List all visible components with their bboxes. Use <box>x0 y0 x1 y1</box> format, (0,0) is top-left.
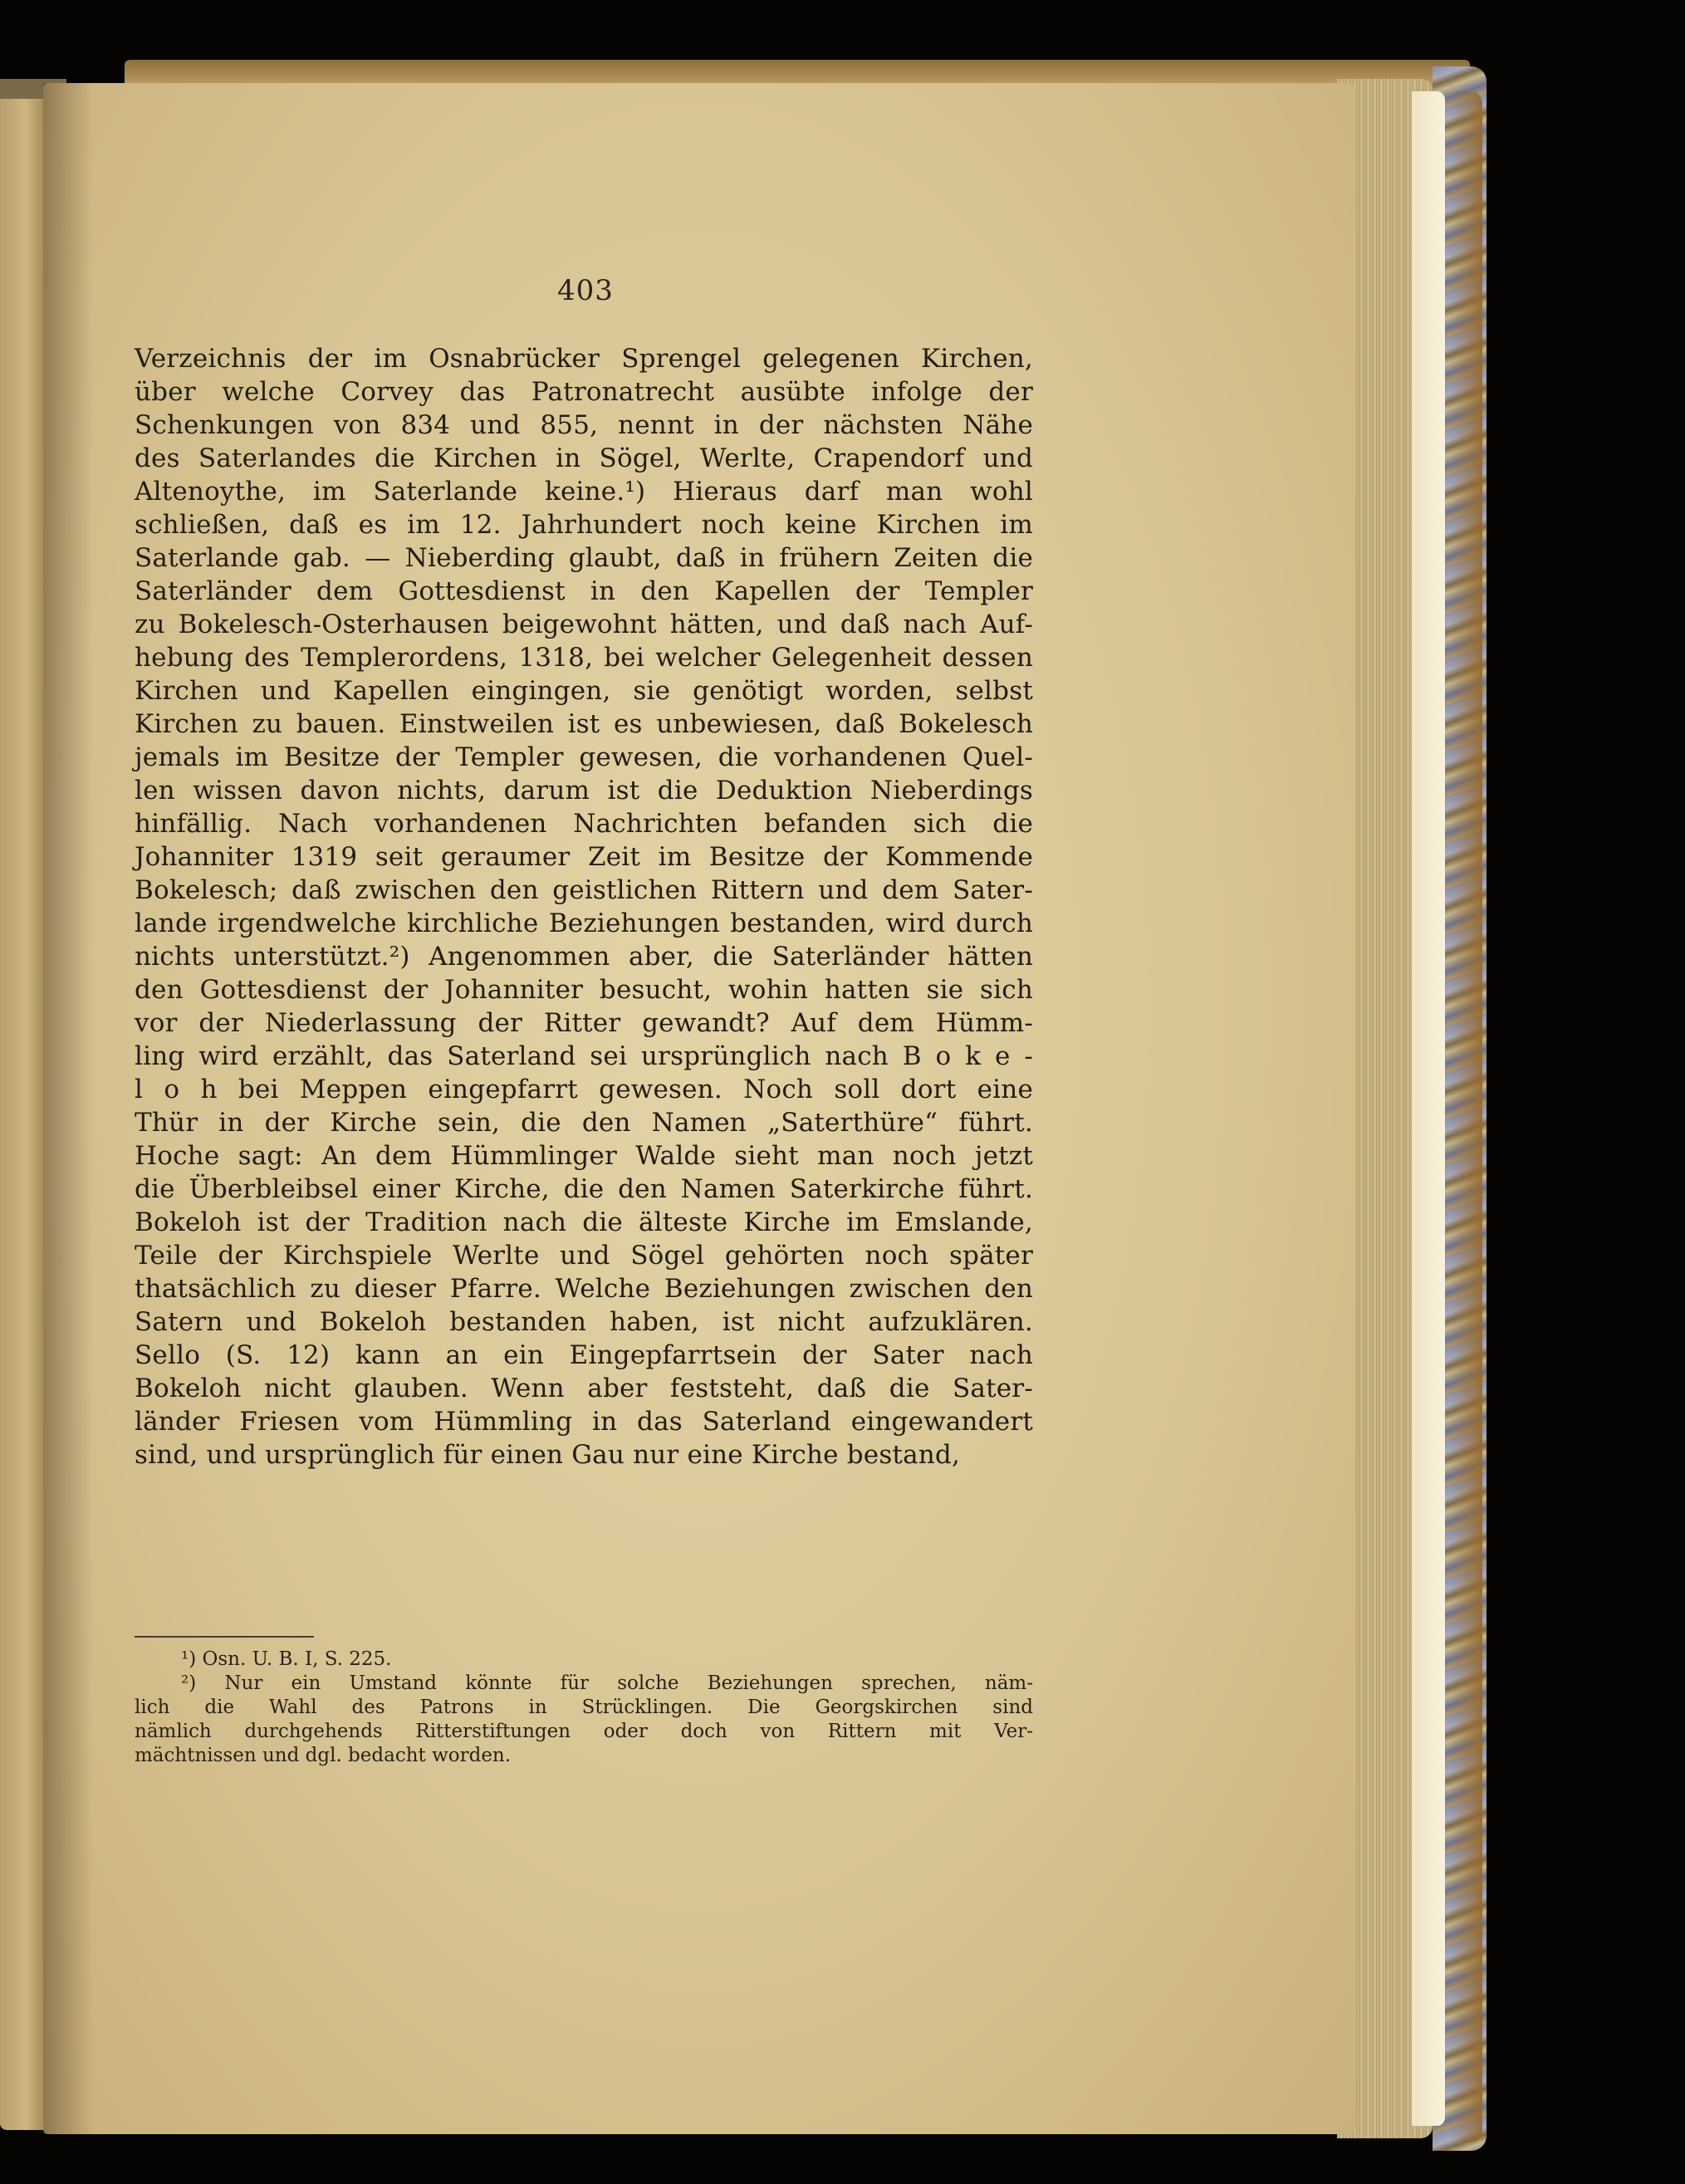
text-line: sind, und ursprünglich für einen Gau nur eine Kirche bestand, <box>135 1440 961 1470</box>
text-line: den Gottesdienst der Johanniter besucht, wohin hatten sie sich <box>135 975 1033 1005</box>
text-line: Kirchen und Kapellen eingingen, sie genötigt worden, selbst <box>135 676 1033 706</box>
text-line: ling wird erzählt, das Saterland sei ursprünglich nach B o k e - <box>135 1041 1033 1071</box>
body-text <box>135 342 1033 1472</box>
text-line: Saterlande gab. — Nieberding glaubt, daß in frühern Zeiten die <box>135 543 1033 573</box>
left-page-edge <box>0 79 43 2130</box>
text-line: Bokeloh nicht glauben. Wenn aber feststeht, daß die Sater- <box>135 1374 1033 1403</box>
page-number: 403 <box>557 274 614 307</box>
text-line: Bokelesch; daß zwischen den geistlichen Rittern und dem Sater- <box>135 875 1033 905</box>
footnote-rule <box>135 1636 314 1638</box>
footnote-line: mächtnissen und dgl. bedacht worden. <box>135 1745 512 1766</box>
text-line: über welche Corvey das Patronatrecht ausübte infolge der <box>135 377 1033 407</box>
text-line: Sello (S. 12) kann an ein Eingepfarrtsein der Sater nach <box>135 1340 1033 1370</box>
text-line: Thür in der Kirche sein, die den Namen „Saterthüre“ führt. <box>135 1108 1033 1138</box>
text-line: Verzeichnis der im Osnabrücker Sprengel gelegenen Kirchen, <box>135 344 1033 374</box>
text-line: vor der Niederlassung der Ritter gewandt? Auf dem Hümm- <box>135 1008 1033 1038</box>
text-line: die Überbleibsel einer Kirche, die den Namen Saterkirche führt. <box>135 1174 1033 1204</box>
text-line: l o h bei Meppen eingepfarrt gewesen. Noch soll dort eine <box>135 1075 1033 1104</box>
text-line: Schenkungen von 834 und 855, nennt in der nächsten Nähe <box>135 410 1033 440</box>
text-line: zu Bokelesch-Osterhausen beigewohnt hätten, und daß nach Auf- <box>135 610 1033 639</box>
text-line: Hoche sagt: An dem Hümmlinger Walde sieht man noch jetzt <box>135 1141 1033 1171</box>
text-line: len wissen davon nichts, darum ist die Deduktion Nieberdings <box>135 776 1033 806</box>
footnote-line: lich die Wahl des Patrons in Strücklingen. Die Georgskirchen sind <box>135 1697 1033 1718</box>
text-line: länder Friesen vom Hümmling in das Saterland eingewandert <box>135 1407 1033 1437</box>
text-line: Altenoythe, im Saterlande keine.¹) Hieraus darf man wohl <box>135 477 1033 507</box>
footnotes <box>135 1648 1033 1768</box>
page-fore-edge-light <box>1412 91 1445 2126</box>
text-line: thatsächlich zu dieser Pfarre. Welche Beziehungen zwischen den <box>135 1274 1033 1304</box>
text-line: Johanniter 1319 seit geraumer Zeit im Besitze der Kommende <box>135 842 1033 872</box>
text-line: Bokeloh ist der Tradition nach die älteste Kirche im Emslande, <box>135 1207 1033 1237</box>
text-line: schließen, daß es im 12. Jahrhundert noch keine Kirchen im <box>135 510 1033 540</box>
footnote-line: nämlich durchgehends Ritterstiftungen oder doch von Rittern mit Ver- <box>135 1721 1033 1742</box>
footnote-line: ²) Nur ein Umstand könnte für solche Beziehungen sprechen, näm- <box>181 1672 1033 1694</box>
text-line: Satern und Bokeloh bestanden haben, ist nicht aufzuklären. <box>135 1307 1033 1337</box>
gutter-shadow <box>43 83 93 2134</box>
text-line: Kirchen zu bauen. Einstweilen ist es unbewiesen, daß Bokelesch <box>135 709 1033 739</box>
text-line: hebung des Templerordens, 1318, bei welcher Gelegenheit dessen <box>135 643 1033 673</box>
text-line: hinfällig. Nach vorhandenen Nachrichten befanden sich die <box>135 809 1033 839</box>
text-line: des Saterlandes die Kirchen in Sögel, Werlte, Crapendorf und <box>135 443 1033 473</box>
text-line: Teile der Kirchspiele Werlte und Sögel gehörten noch später <box>135 1241 1033 1271</box>
text-line: lande irgendwelche kirchliche Beziehungen bestanden, wird durch <box>135 908 1033 938</box>
cover-leather-edge <box>1449 91 1482 2142</box>
text-line: nichts unterstützt.²) Angenommen aber, die Saterländer hätten <box>135 942 1033 972</box>
text-line: Saterländer dem Gottesdienst in den Kapellen der Templer <box>135 576 1033 606</box>
text-line: jemals im Besitze der Templer gewesen, die vorhandenen Quel- <box>135 742 1033 772</box>
footnote-line: ¹) Osn. U. B. I, S. 225. <box>181 1648 392 1670</box>
